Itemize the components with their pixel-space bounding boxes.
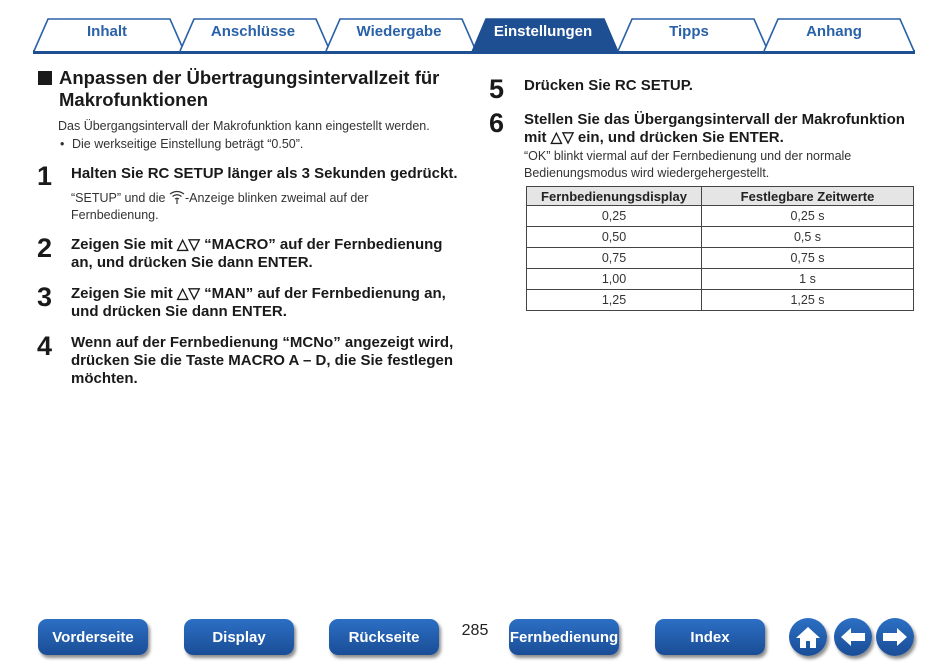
tab-einstellungen[interactable]: Einstellungen xyxy=(493,23,593,40)
section-title xyxy=(59,67,459,111)
table-row xyxy=(527,290,914,311)
table-row xyxy=(527,206,914,227)
table-cell: 1,25 s xyxy=(702,290,914,311)
back-button[interactable] xyxy=(834,618,872,656)
default-setting-text: Die werkseitige Einstellung beträgt “0.50”. xyxy=(72,137,304,151)
table-cell: 1 s xyxy=(702,269,914,290)
tab-anhang[interactable]: Anhang xyxy=(806,23,862,40)
step-1-note xyxy=(71,190,368,224)
table-cell: 0,75 s xyxy=(702,248,914,269)
index-button[interactable]: Index xyxy=(655,619,765,655)
step-2-line2: an, und drücken Sie dann ENTER. xyxy=(71,254,313,271)
table-cell: 0,75 xyxy=(527,248,702,269)
step-3-line2: und drücken Sie dann ENTER. xyxy=(71,303,287,320)
table-row xyxy=(527,269,914,290)
home-icon xyxy=(795,625,821,649)
step-2-number: 2 xyxy=(37,233,53,263)
step-5-number: 5 xyxy=(489,74,505,104)
step-2-line1: Zeigen Sie mit △▽ “MACRO” auf der Fernbedienung xyxy=(71,236,443,253)
step-3-number: 3 xyxy=(37,282,53,312)
table-cell: 0,50 xyxy=(527,227,702,248)
step-1-note-b: -Anzeige blinken zweimal auf der xyxy=(184,191,369,205)
tab-inhalt[interactable]: Inhalt xyxy=(87,23,127,40)
display-button[interactable]: Display xyxy=(184,619,294,655)
bullet-dot: • xyxy=(60,137,65,151)
section-title-line1: Anpassen der Übertragungsintervallzeit für xyxy=(59,67,440,88)
step-4-line2: drücken Sie die Taste MACRO A – D, die Sie festlegen xyxy=(71,352,454,369)
step-6-note xyxy=(524,148,851,182)
arrow-right-icon xyxy=(881,626,909,648)
header-remote-display: Fernbedienungsdisplay xyxy=(527,187,702,206)
step-2-text xyxy=(71,236,442,272)
step-6-text xyxy=(524,111,905,147)
table-cell: 0,25 xyxy=(527,206,702,227)
step-4-number: 4 xyxy=(37,331,53,361)
signal-icon xyxy=(169,190,185,204)
header-time-values: Festlegbare Zeitwerte xyxy=(702,187,914,206)
tab-tipps[interactable]: Tipps xyxy=(669,23,709,40)
step-6-number: 6 xyxy=(489,108,505,138)
step-4-text xyxy=(71,334,453,388)
tab-bar xyxy=(0,0,950,56)
tab-anschluesse[interactable]: Anschlüsse xyxy=(210,23,296,40)
step-6-line1: Stellen Sie das Übergangsintervall der Makrofunktion xyxy=(524,111,905,128)
step-6-line2: mit △▽ ein, und drücken Sie ENTER. xyxy=(524,129,784,146)
default-setting-note xyxy=(60,136,303,153)
tab-wiedergabe[interactable]: Wiedergabe xyxy=(356,23,442,40)
step-4-line1: Wenn auf der Fernbedienung “MCNo” angezeigt wird, xyxy=(71,334,454,351)
table-cell: 0,5 s xyxy=(702,227,914,248)
page-number: 285 xyxy=(461,622,489,639)
step-6-note-line2: Bedienungsmodus wird wiedergehergestellt. xyxy=(524,166,770,180)
front-panel-button[interactable]: Vorderseite xyxy=(38,619,148,655)
interval-table xyxy=(526,186,914,311)
arrow-left-icon xyxy=(839,626,867,648)
step-3-line1: Zeigen Sie mit △▽ “MAN” auf der Fernbedienung an, xyxy=(71,285,446,302)
section-marker xyxy=(38,71,52,85)
home-button[interactable] xyxy=(789,618,827,656)
section-title-line2: Makrofunktionen xyxy=(59,89,209,110)
step-1-text: Halten Sie RC SETUP länger als 3 Sekunden gedrückt. xyxy=(71,165,458,182)
section-intro: Das Übergangsintervall der Makrofunktion kann eingestellt werden. xyxy=(58,119,430,133)
step-6-note-line1: “OK” blinkt viermal auf der Fernbedienung und der normale xyxy=(524,149,852,163)
table-cell: 1,25 xyxy=(527,290,702,311)
step-3-text xyxy=(71,285,446,321)
rear-panel-button[interactable]: Rückseite xyxy=(329,619,439,655)
step-1-number: 1 xyxy=(37,161,53,191)
table-header-row xyxy=(527,187,914,206)
table-row xyxy=(527,227,914,248)
table-cell: 1,00 xyxy=(527,269,702,290)
step-1-note-a: “SETUP” und die xyxy=(71,191,169,205)
table-row xyxy=(527,248,914,269)
step-4-line3: möchten. xyxy=(71,370,138,387)
step-1-note-line2: Fernbedienung. xyxy=(71,208,159,222)
remote-control-button[interactable]: Fernbedienung xyxy=(509,619,619,655)
step-5-text: Drücken Sie RC SETUP. xyxy=(524,77,693,94)
forward-button[interactable] xyxy=(876,618,914,656)
table-cell: 0,25 s xyxy=(702,206,914,227)
